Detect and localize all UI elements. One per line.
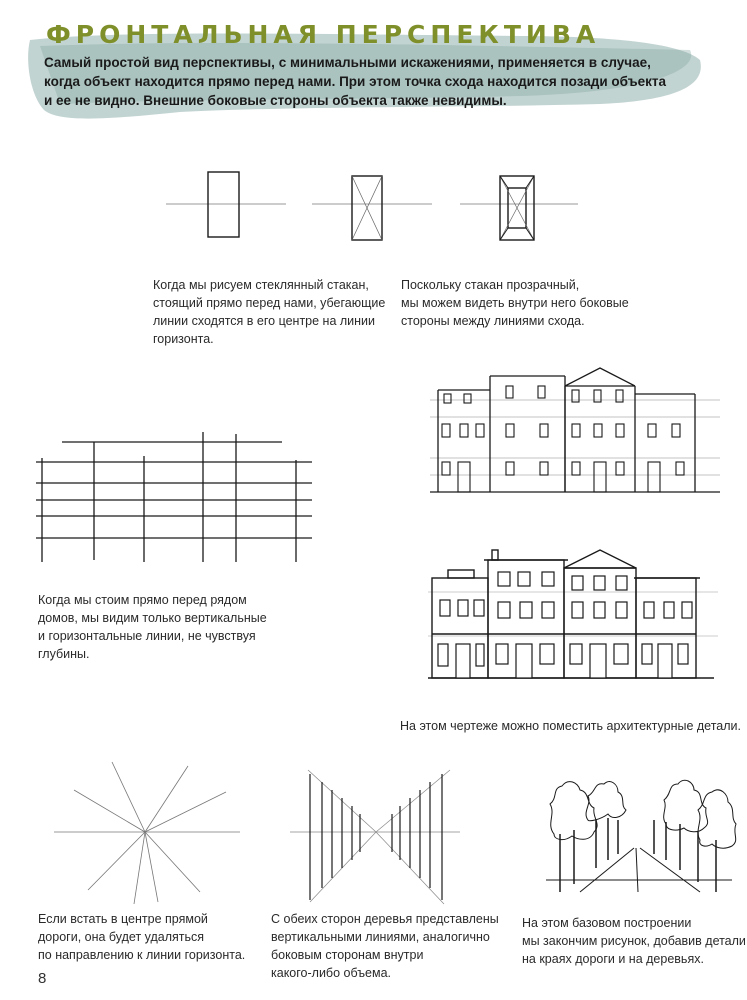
caption-line: стороны между линиями схода. [401, 314, 585, 328]
intro-line: Самый простой вид перспективы, с минимальными искажениями, применяется в случае, [44, 55, 651, 70]
caption-line: стоящий прямо перед нами, убегающие [153, 296, 386, 310]
page-title: ФРОНТАЛЬНАЯ ПЕРСПЕКТИВА [46, 20, 601, 49]
building-sketch-detailed [428, 540, 728, 690]
caption-line: Поскольку стакан прозрачный, [401, 278, 580, 292]
caption-line: на краях дороги и на деревьях. [522, 952, 704, 966]
caption-line: мы закончим рисунок, добавив детали [522, 934, 746, 948]
building-sketch-plain [430, 360, 730, 500]
intro-line: и ее не видно. Внешние боковые стороны объекта также невидимы. [44, 93, 507, 108]
caption-line: мы можем видеть внутри него боковые [401, 296, 629, 310]
caption-line: На этом чертеже можно поместить архитектурные детали. [400, 719, 742, 733]
caption-line: линии сходятся в его центре на линии [153, 314, 376, 328]
glass-sketches [0, 0, 747, 260]
caption-glass-transparent [401, 276, 629, 330]
intro-line: когда объект находится прямо перед нами. При этом точка схода находится позади объекта [44, 74, 667, 89]
caption-line: На этом базовом построении [522, 916, 692, 930]
caption-line: вертикальными линиями, аналогично [271, 930, 490, 944]
caption-final-details [522, 914, 746, 968]
caption-line: домов, мы видим только вертикальные [38, 611, 267, 625]
caption-line: и горизонтальные линии, не чувствуя [38, 629, 256, 643]
caption-road-center [38, 910, 245, 964]
caption-line: горизонта. [153, 332, 214, 346]
caption-glass-center [153, 276, 385, 348]
caption-line: Если встать в центре прямой [38, 912, 208, 926]
caption-line: С обеих сторон деревья представлены [271, 912, 499, 926]
caption-line: по направлению к линии горизонта. [38, 948, 246, 962]
avenue-sketch [540, 760, 740, 910]
caption-line: дороги, она будет удаляться [38, 930, 205, 944]
caption-line: глубины. [38, 647, 90, 661]
caption-line: какого-либо объема. [271, 966, 391, 980]
caption-architectural [400, 717, 741, 735]
caption-line: Когда мы стоим прямо перед рядом [38, 593, 247, 607]
caption-line: боковым сторонам внутри [271, 948, 424, 962]
caption-trees-sides [271, 910, 499, 982]
road-star-sketch [50, 760, 250, 910]
caption-houses-row [38, 591, 267, 663]
trees-lines-sketch [280, 760, 480, 920]
page-number: 8 [38, 970, 47, 987]
caption-line: Когда мы рисуем стеклянный стакан, [153, 278, 369, 292]
grid-sketch [0, 420, 300, 570]
